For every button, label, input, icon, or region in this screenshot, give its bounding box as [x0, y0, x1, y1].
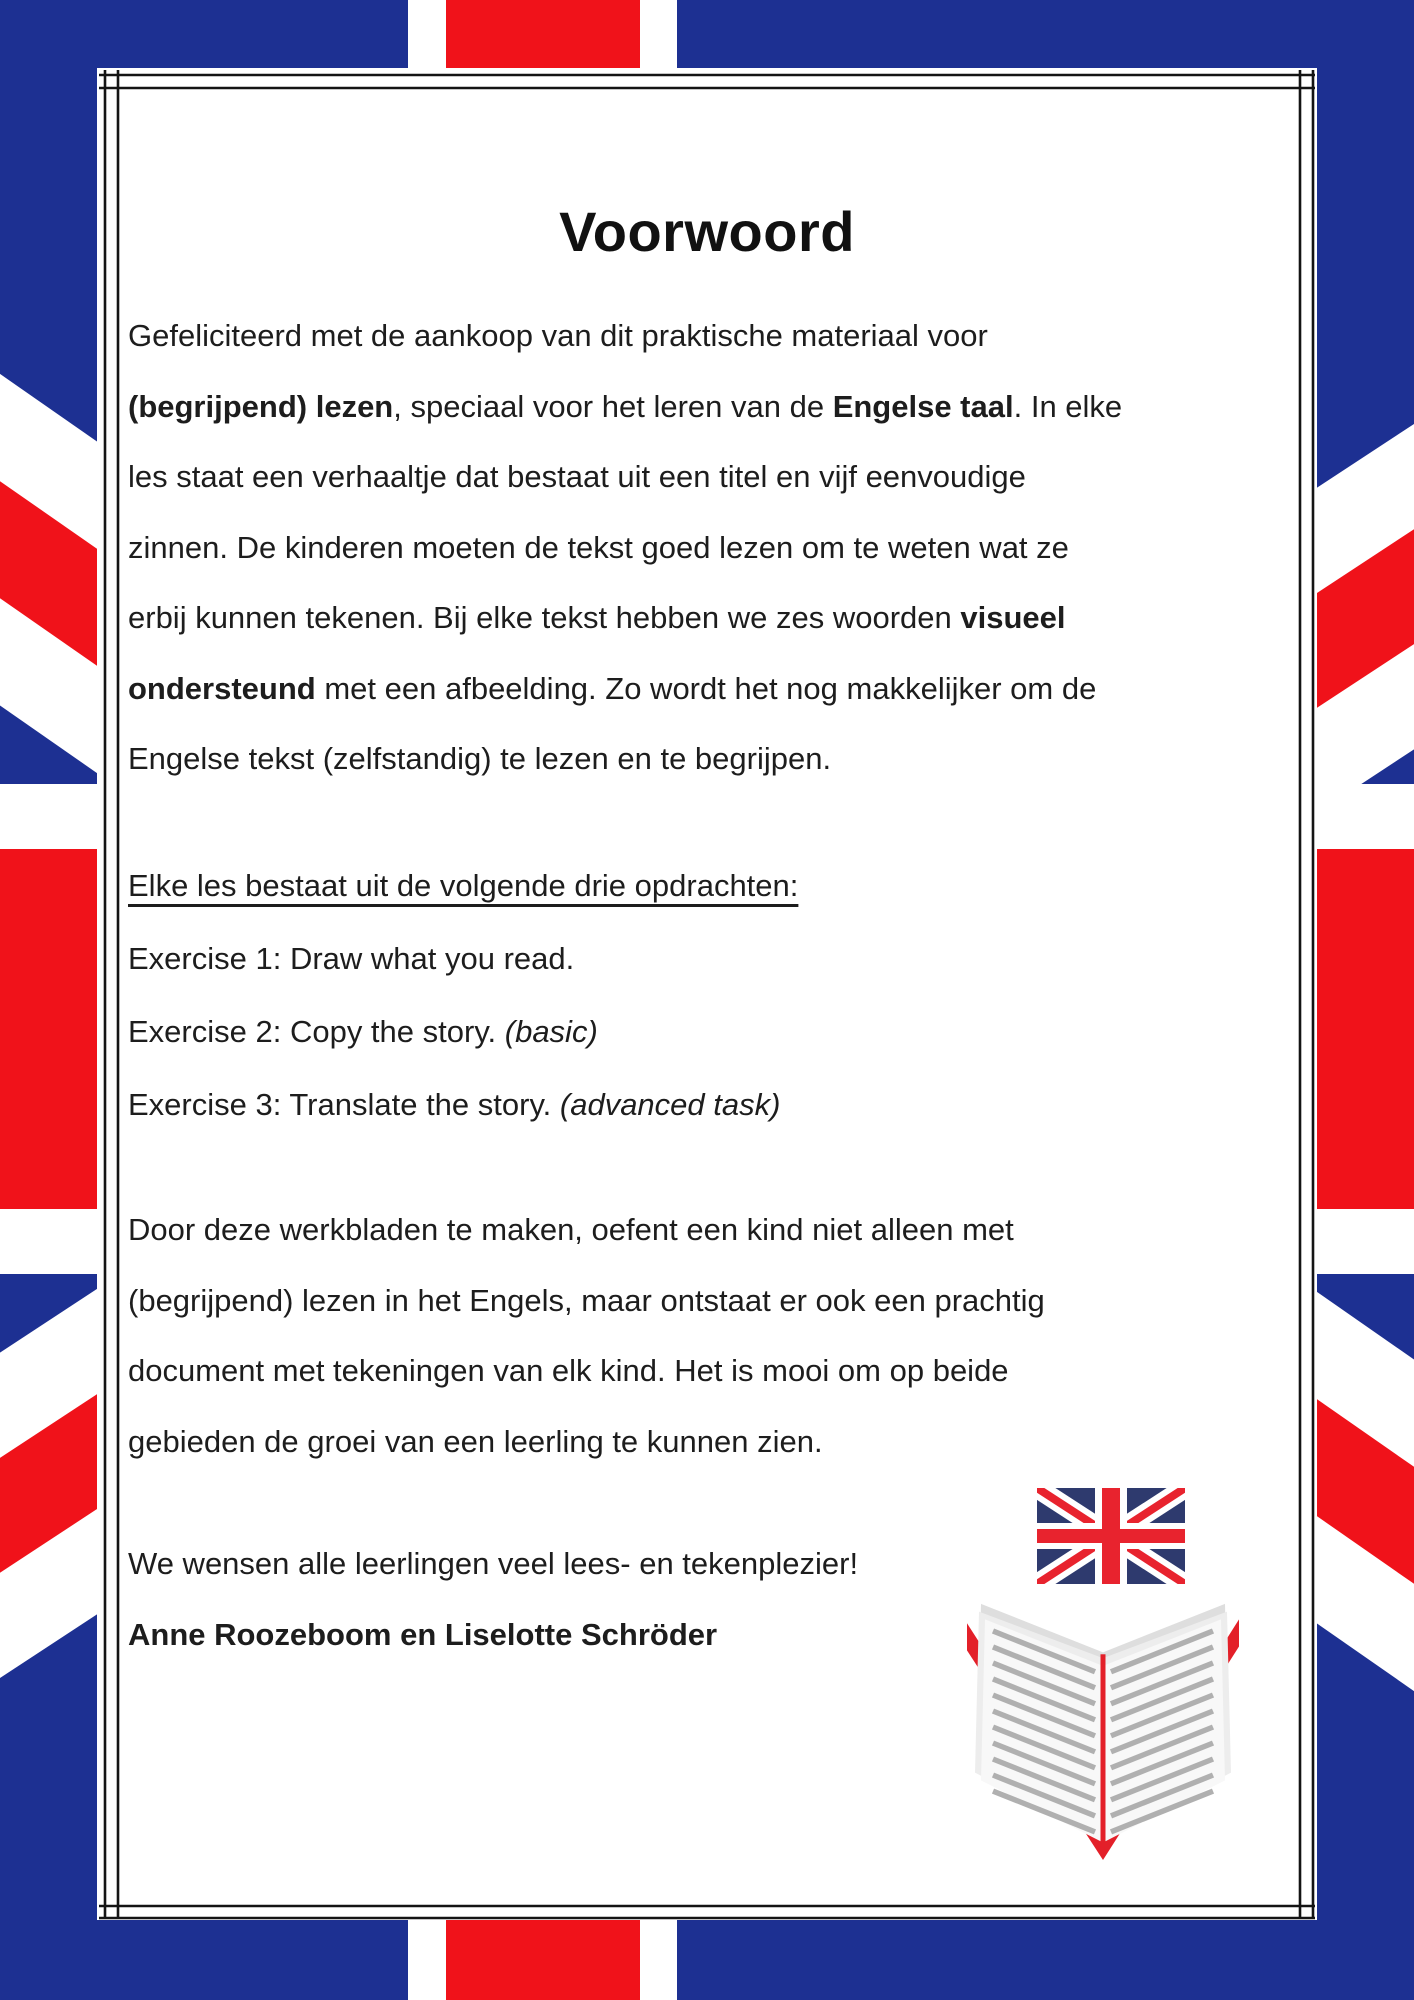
- text-line: Exercise 2: Copy the story. (basic): [128, 1014, 598, 1049]
- text-line: document met tekeningen van elk kind. Het is mooi om op beide: [128, 1353, 1009, 1388]
- text-line: (begrijpend) lezen in het Engels, maar ontstaat er ook een prachtig: [128, 1282, 1045, 1318]
- text-line: gebieden de groei van een leerling te kunnen zien.: [128, 1423, 823, 1459]
- text-line: (begrijpend) lezen, speciaal voor het leren van de Engelse taal. In elke: [128, 388, 1123, 424]
- text-line: ondersteund met een afbeelding. Zo wordt het nog makkelijker om de: [128, 670, 1097, 706]
- text-line: Engelse tekst (zelfstandig) te lezen en te begrijpen.: [128, 741, 832, 776]
- text-line: Elke les bestaat uit de volgende drie opdrachten:: [128, 868, 799, 903]
- open-book-icon: [963, 1598, 1243, 1860]
- text-line: zinnen. De kinderen moeten de tekst goed lezen om te weten wat ze: [128, 529, 1069, 565]
- paragraph-exercises: [128, 849, 798, 1141]
- text-line: Exercise 1: Draw what you read.: [128, 941, 575, 976]
- uk-flag-icon: [1037, 1488, 1185, 1584]
- text-line: We wensen alle leerlingen veel lees- en tekenplezier!: [128, 1546, 859, 1581]
- paragraph-wish: [128, 1529, 858, 1600]
- page-title: Voorwoord: [559, 200, 855, 263]
- text-line: erbij kunnen tekenen. Bij elke tekst hebben we zes woorden visueel: [128, 600, 1066, 635]
- document-card: [97, 68, 1317, 1920]
- text-line: Exercise 3: Translate the story. (advanced task): [128, 1087, 781, 1122]
- paragraph-intro: [128, 301, 1122, 795]
- text-line: les staat een verhaaltje dat bestaat uit een titel en vijf eenvoudige: [128, 459, 1026, 494]
- text-line: Gefeliciteerd met de aankoop van dit praktische materiaal voor: [128, 318, 988, 353]
- paragraph-signature: [128, 1600, 717, 1671]
- paragraph-benefits: [128, 1195, 1045, 1477]
- text-line: Anne Roozeboom en Liselotte Schröder: [128, 1617, 718, 1652]
- book-spine: [1101, 1654, 1106, 1844]
- text-line: Door deze werkbladen te maken, oefent een kind niet alleen met: [128, 1212, 1014, 1247]
